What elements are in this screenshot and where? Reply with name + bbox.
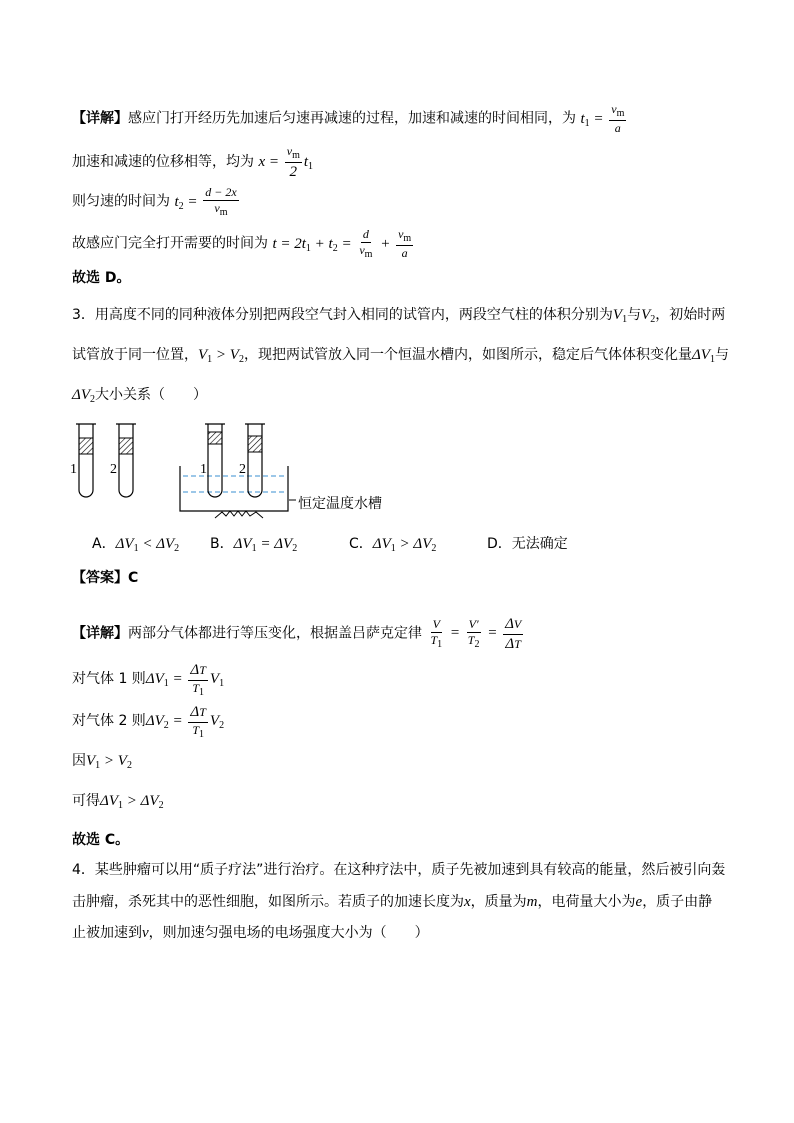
- detail-bracket: 【详解】: [72, 110, 128, 127]
- q3-text-1-mid: 与: [627, 307, 642, 323]
- delta-v2: $\Delta V_2$: [72, 387, 95, 405]
- q3-text-1-end: ，初始时两: [655, 307, 726, 323]
- formula-t: $t = 2t_1 + t_2$ = $\frac{d}{v_m}$ + $\frac{v_m}{a}$: [272, 227, 412, 261]
- q3-text-2b: ，现把两试管放入同一个恒温水槽内，如图所示，稳定后气体体积变化量: [243, 347, 692, 363]
- q3-line-1: [72, 306, 725, 326]
- q4-text-3b: ，则加速匀强电场的电场强度大小为（ ）: [148, 925, 429, 941]
- formula-t2: $t_2$ = $\frac{d - 2x}{v_m}$: [174, 185, 237, 219]
- q3-line-3: [72, 386, 207, 406]
- q4-line-3: [72, 924, 429, 942]
- option-d[interactable]: D．无法确定: [487, 536, 568, 552]
- because-formula: $V_1 > V_2$: [86, 753, 132, 771]
- d3-bracket: 【详解】: [72, 625, 128, 642]
- detail-line-4: [72, 228, 415, 260]
- detail-line-1: [72, 103, 628, 135]
- answer-bracket: 【答案】: [72, 570, 128, 586]
- water-tank: [180, 466, 296, 518]
- d3-gas1-text: 对气体 1 则: [72, 671, 146, 688]
- v1-gt-v2: $V_1 > V_2$: [198, 347, 244, 365]
- detail-line-3: [72, 186, 241, 218]
- gas2-formula: $\Delta V_2$ = $\frac{\Delta T}{T_1}$ $V_2$: [145, 704, 225, 740]
- q4-text-2a: 击肿瘤，杀死其中的恶性细胞，如图所示。若质子的加速长度为: [72, 894, 464, 910]
- q4-text-2d: ，质子由静: [642, 894, 713, 910]
- var-e: e: [635, 894, 643, 910]
- tube-1-tank: [205, 424, 225, 497]
- test-tube-figure: [60, 418, 460, 530]
- var-x: x: [464, 894, 471, 910]
- q4-line-1: 4．某些肿瘤可以用“质子疗法”进行治疗。在这种疗法中，质子先被加速到具有较高的能量，然后被引向轰: [72, 862, 726, 878]
- get-formula: $\Delta V_1 > \Delta V_2$: [100, 793, 164, 811]
- q3-text-3: 大小关系（ ）: [94, 387, 207, 403]
- d3-line-gas2: [72, 704, 224, 740]
- formula-t1: $t_1$ = $\frac{v_m}{a}$: [580, 102, 625, 135]
- tube-1-left: [76, 424, 96, 497]
- q4-text-2b: ，质量为: [470, 894, 527, 910]
- answer-value: C: [128, 570, 139, 586]
- q3-text-2a: 试管放于同一位置，: [72, 347, 198, 363]
- detail-line-2: [72, 145, 313, 181]
- tube-1-label-tank: 1: [200, 462, 207, 477]
- option-c[interactable]: C．$\Delta V_1 > \Delta V_2$: [349, 536, 437, 554]
- detail-text-3: 则匀速的时间为: [72, 193, 170, 210]
- detail-text-2: 加速和减速的位移相等，均为: [72, 154, 254, 171]
- answer-line: [72, 570, 138, 587]
- v1: $V_1$: [612, 307, 628, 325]
- detail-text-4: 故感应门完全打开需要的时间为: [72, 235, 268, 252]
- d3-get-text: 可得: [72, 793, 100, 809]
- v2: $V_2$: [641, 307, 656, 325]
- tube-2-tank: [245, 424, 265, 497]
- tube-2-label-tank: 2: [239, 462, 246, 477]
- var-v: v: [142, 925, 149, 941]
- option-a[interactable]: A．$\Delta V_1 < \Delta V_2$: [92, 536, 180, 554]
- detail-text-1: 感应门打开经历先加速后匀速再减速的过程，加速和减速的时间相同，为: [128, 110, 576, 127]
- choose-d: 故选 D。: [72, 270, 131, 286]
- d3-line-1: [72, 616, 525, 652]
- delta-v1: $\Delta V_1$: [691, 347, 715, 365]
- q4-text-2c: ，电荷量大小为: [537, 894, 636, 910]
- d3-text: 两部分气体都进行等压变化，根据盖吕萨克定律: [128, 625, 422, 642]
- q3-line-2: [72, 346, 729, 366]
- d3-line-get: [72, 792, 164, 812]
- formula-x: x = $\frac{v_m}{2}$ $t_1$: [258, 144, 314, 180]
- q3-text-2c: 与: [714, 347, 729, 363]
- option-b[interactable]: B．$\Delta V_1 = \Delta V_2$: [210, 536, 298, 554]
- tank-label: 恒定温度水槽: [298, 496, 382, 512]
- var-m: m: [526, 894, 538, 910]
- gay-lussac-formula: $\frac{V}{T_1}$ = $\frac{V'}{T_2}$ = $\frac{\Delta V}{\Delta T}$: [430, 616, 522, 652]
- d3-because-text: 因: [72, 753, 86, 769]
- tube-1-label-left: 1: [70, 462, 77, 477]
- d3-line-because: [72, 752, 132, 772]
- tubes-svg: [60, 418, 460, 530]
- tube-2-label-left: 2: [110, 462, 117, 477]
- q3-text-1: 3．用高度不同的同种液体分别把两段空气封入相同的试管内，两段空气柱的体积分别为: [72, 307, 613, 323]
- q4-text-3a: 止被加速到: [72, 925, 142, 941]
- tube-2-left: [116, 424, 136, 497]
- d3-line-gas1: [72, 662, 224, 698]
- d3-gas2-text: 对气体 2 则: [72, 713, 146, 730]
- q4-line-2: [72, 893, 712, 911]
- gas1-formula: $\Delta V_1$ = $\frac{\Delta T}{T_1}$ $V_1$: [145, 662, 225, 698]
- choose-c: 故选 C。: [72, 832, 130, 848]
